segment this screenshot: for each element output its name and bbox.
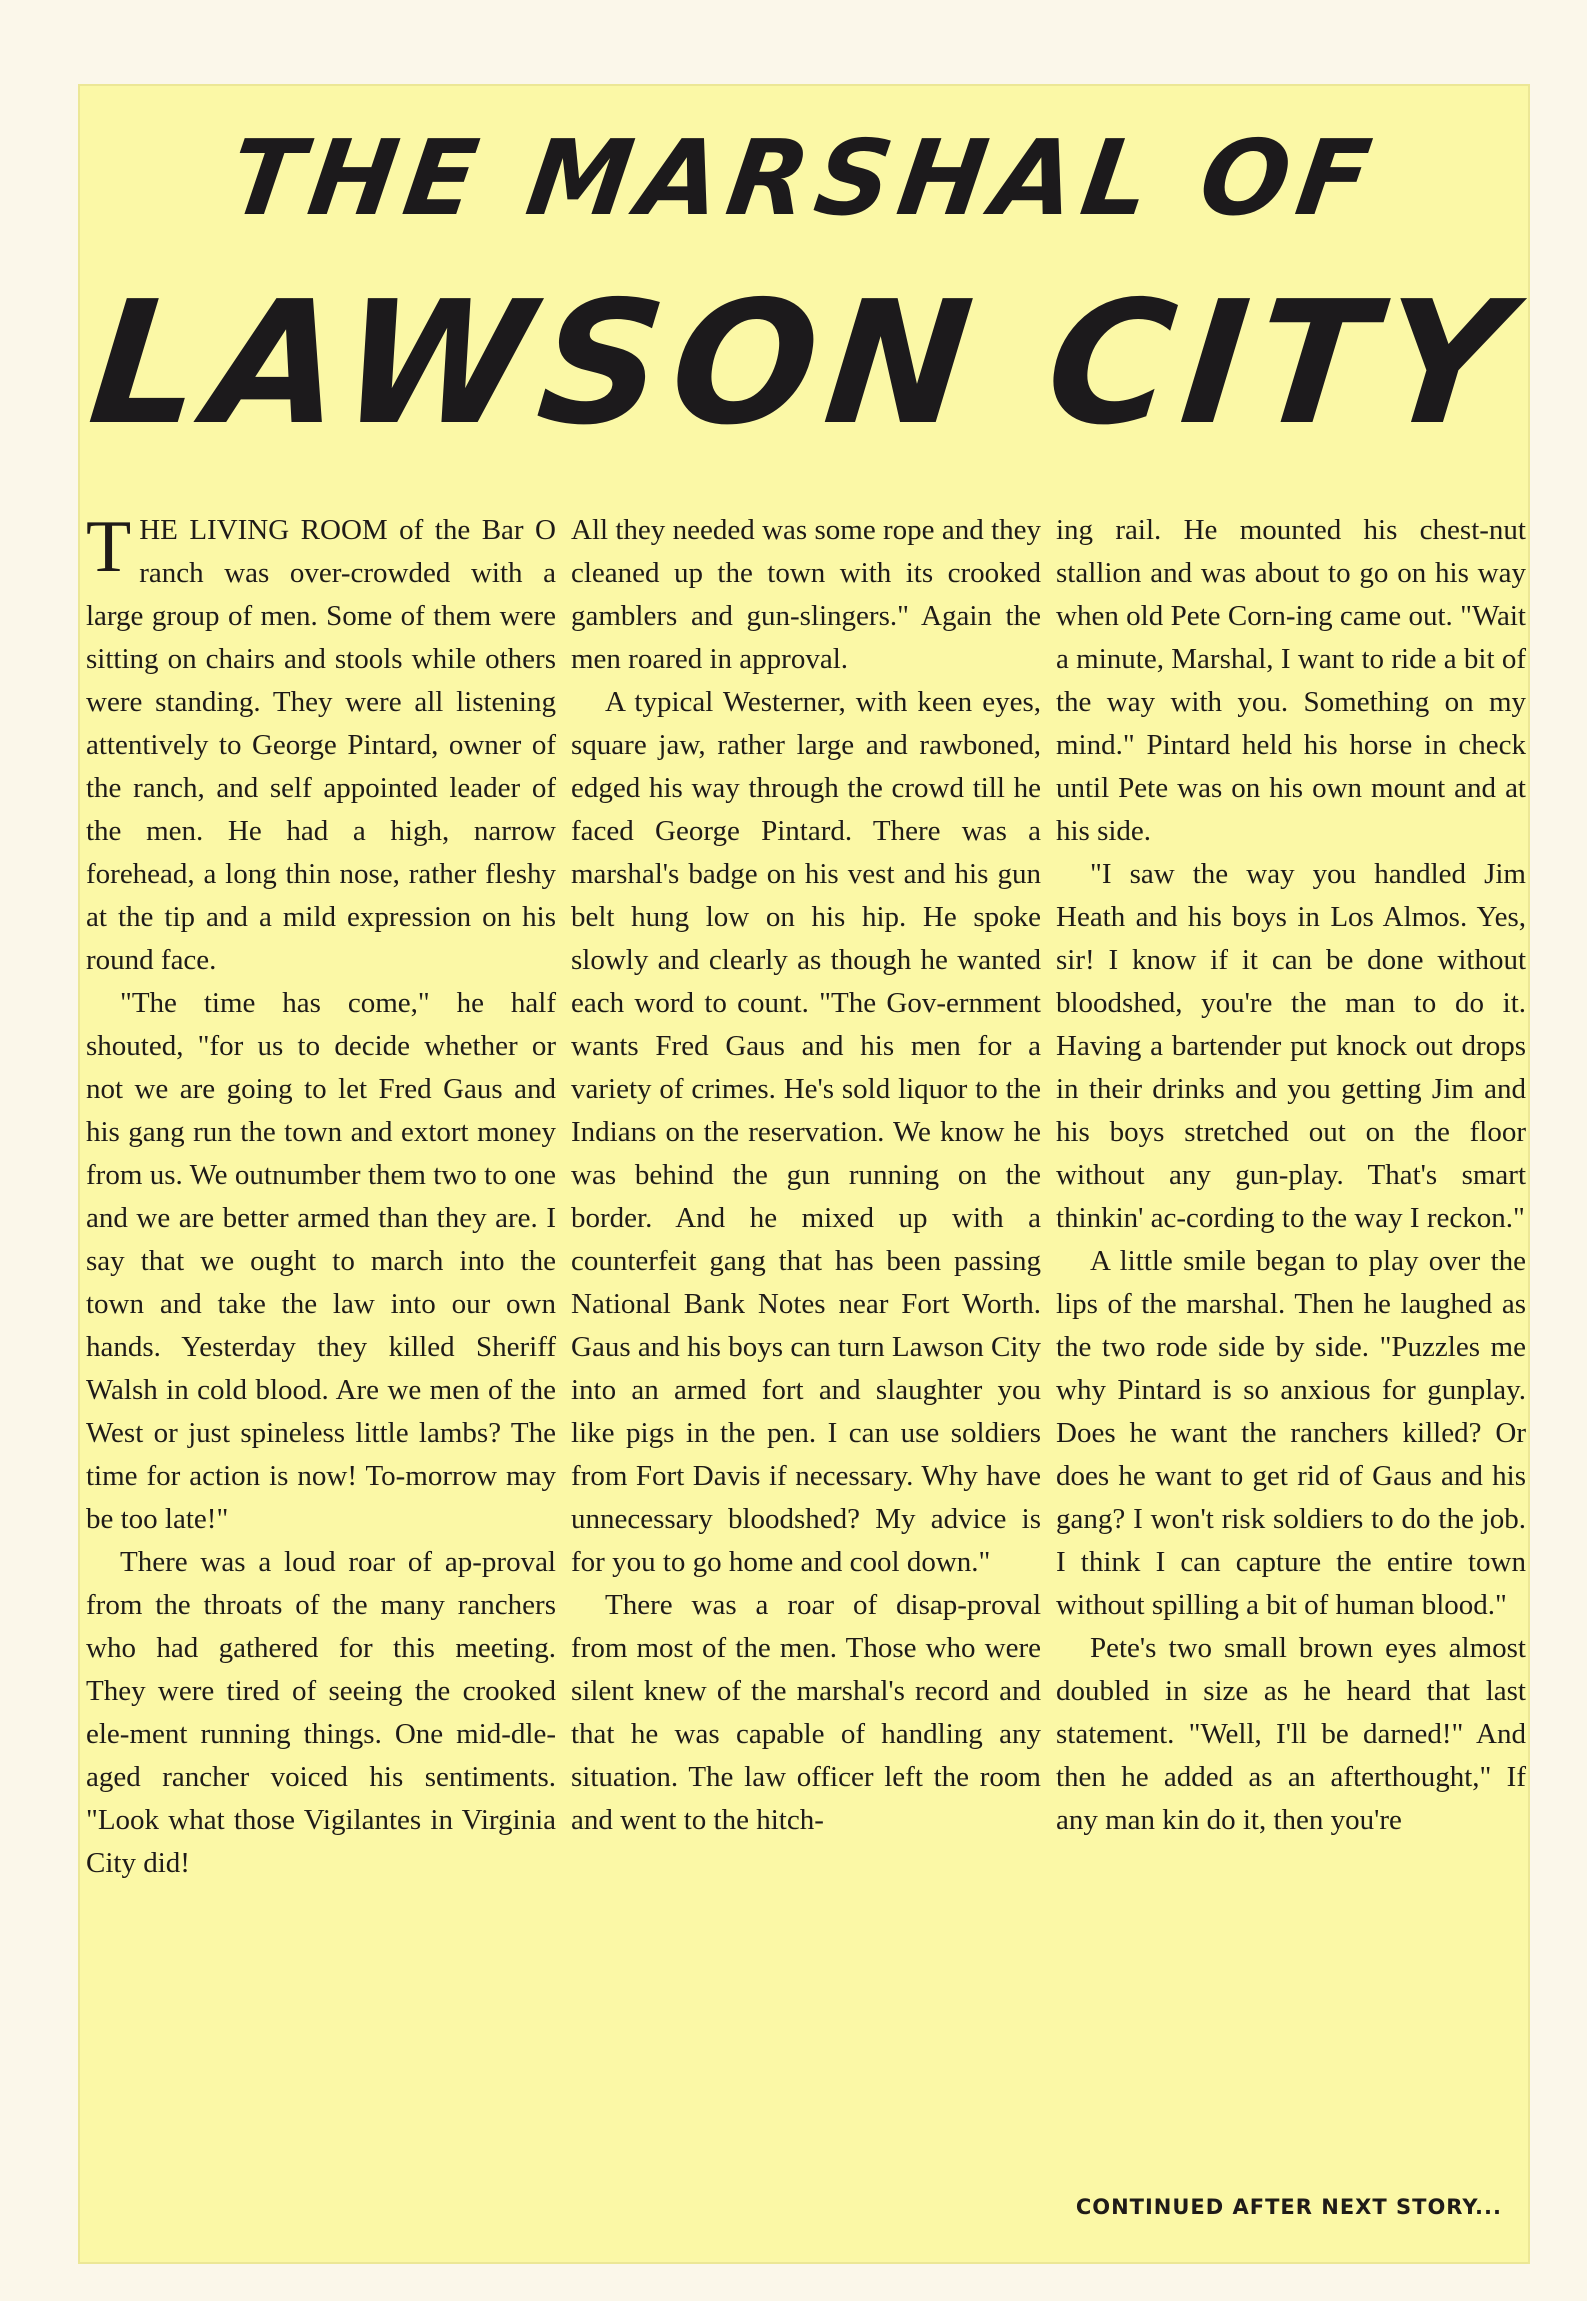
- column-1-paragraph-1-text: HE LIVING ROOM of the Bar O ranch was over-crowded with a large group of men. Some of them were sitting on chairs and stools while others were standing. They were all listening attentively to George Pintard, owner of the ranch, and self appointed leader of the men. He had a high, narrow forehead, a long thin nose, rather fleshy at the tip and a mild expression on his round face.: [86, 514, 556, 976]
- story-column-3: [1056, 509, 1526, 2149]
- drop-cap: T: [86, 506, 132, 588]
- story-panel: [78, 84, 1530, 2264]
- column-2-paragraph-2: A typical Westerner, with keen eyes, square jaw, rather large and rawboned, edged his way through the crowd till he faced George Pintard. There was a marshal's badge on his vest and his gun belt hung low on his hip. He spoke slowly and clearly as though he wanted each word to count. "The Gov-ernment wants Fred Gaus and his men for a variety of crimes. He's sold liquor to the Indians on the reservation. We know he was behind the gun running on the border. And he mixed up with a counterfeit gang that has been passing National Bank Notes near Fort Worth. Gaus and his boys can turn Lawson City into an armed fort and slaughter you like pigs in the pen. I can use soldiers from Fort Davis if necessary. Why have unnecessary bloodshed? My advice is for you to go home and cool down.": [571, 686, 1041, 1578]
- continued-notice: CONTINUED AFTER NEXT STORY...: [1075, 2195, 1502, 2219]
- column-1-paragraph-3: There was a loud roar of ap-proval from the throats of the many ranchers who had gathered for this meeting. They were tired of seeing the crooked ele-ment running things. One mid-dle-aged rancher voiced his sentiments. "Look what those Vigilantes in Virginia City did!: [86, 1546, 556, 1879]
- story-title-line-1: THE MARSHAL OF: [222, 117, 1386, 239]
- column-1-paragraph-1: [86, 506, 556, 982]
- column-3-paragraph-1: ing rail. He mounted his chest-nut stallion and was about to go on his way when old Pete Corn-ing came out. "Wait a minute, Marshal, I want to ride a bit of the way with you. Something on my mind." Pintard held his horse in check until Pete was on his own mount and at his side.: [1056, 514, 1526, 847]
- story-column-1: [86, 506, 556, 2149]
- story-title-line-2: LAWSON CITY: [81, 265, 1527, 463]
- column-3-paragraph-3: A little smile began to play over the lips of the marshal. Then he laughed as the two rode side by side. "Puzzles me why Pintard is so anxious for gunplay. Does he want the ranchers killed? Or does he want to get rid of Gaus and his gang? I won't risk soldiers to do the job. I think I can capture the entire town without spilling a bit of human blood.": [1056, 1245, 1526, 1621]
- column-3-paragraph-2: "I saw the way you handled Jim Heath and his boys in Los Almos. Yes, sir! I know if it can be done without bloodshed, you're the man to do it. Having a bartender put knock out drops in their drinks and you getting Jim and his boys stretched out on the floor without any gun-play. That's smart thinkin' ac-cording to the way I reckon.": [1056, 858, 1526, 1234]
- column-1-paragraph-2: "The time has come," he half shouted, "for us to decide whether or not we are going to let Fred Gaus and his gang run the town and extort money from us. We outnumber them two to one and we are better armed than they are. I say that we ought to march into the town and take the law into our own hands. Yesterday they killed Sheriff Walsh in cold blood. Are we men of the West or just spineless little lambs? The time for action is now! To-morrow may be too late!": [86, 987, 556, 1535]
- column-2-paragraph-3: There was a roar of disap-proval from most of the men. Those who were silent knew of the marshal's record and that he was capable of handling any situation. The law officer left the room and went to the hitch-: [571, 1589, 1041, 1836]
- story-column-2: [571, 509, 1041, 2149]
- column-2-paragraph-1: All they needed was some rope and they cleaned up the town with its crooked gamblers and gun-slingers." Again the men roared in approval.: [571, 514, 1041, 675]
- story-columns: [86, 506, 1526, 2149]
- column-3-paragraph-4: Pete's two small brown eyes almost doubled in size as he heard that last statement. "Well, I'll be darned!" And then he added as an afterthought," If any man kin do it, then you're: [1056, 1632, 1526, 1836]
